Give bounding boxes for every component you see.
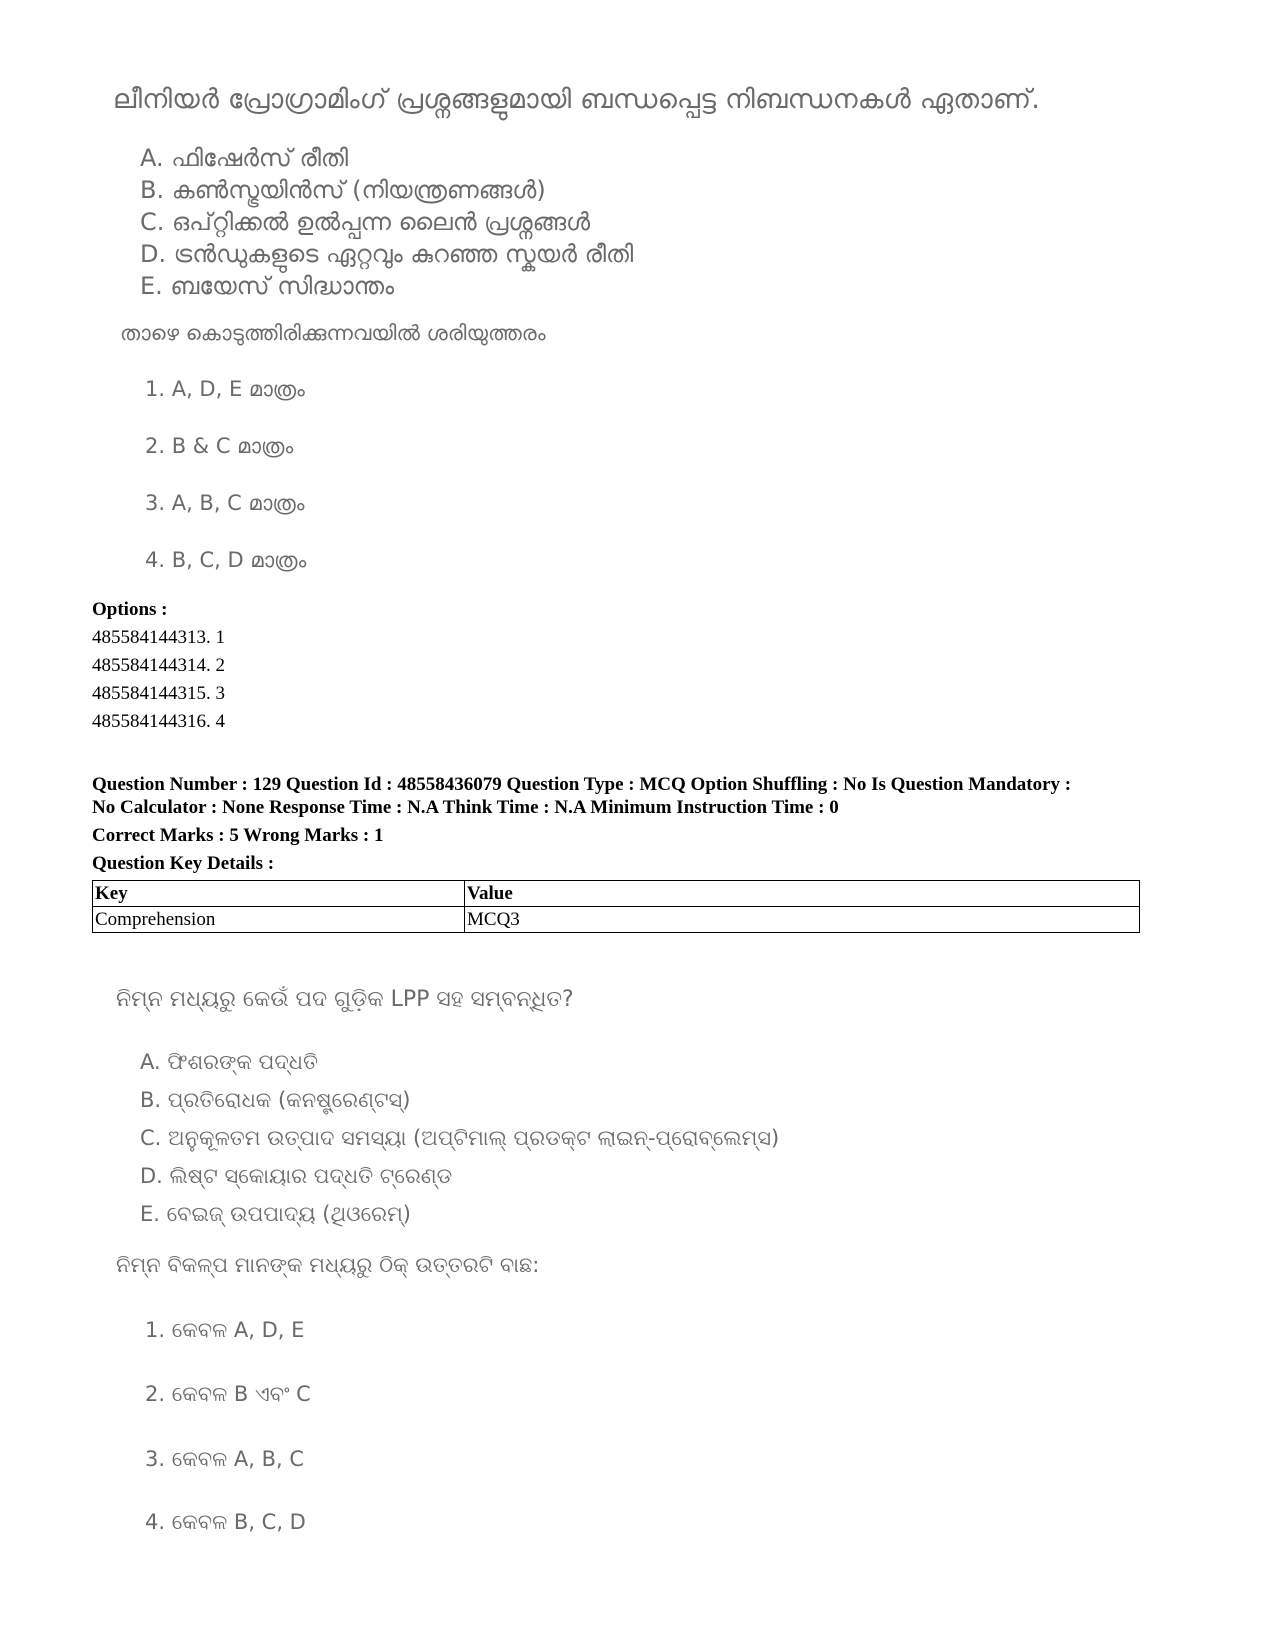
table-row <box>93 907 1140 933</box>
statement-a: A. ഫിഷേർസ് രീതി <box>140 144 349 172</box>
question-2-stem-text: ନିମ୍ନ ମଧ୍ୟରୁ କେଉଁ ପଦ ଗୁଡ଼ିକ LPP ସହ ସମ୍ବନ୍ଧିତ? <box>116 987 574 1012</box>
statement-a: A. ଫିଶରଙ୍କ ପଦ୍ଧତି <box>140 1050 318 1074</box>
choice-text: 4. B, C, D മാത്രം <box>145 548 307 572</box>
question-1-choice-3 <box>145 491 304 516</box>
question-2-stem <box>116 987 574 1012</box>
key-details-table <box>92 880 1140 933</box>
statement-e: E. ബയേസ് സിദ്ധാന്തം <box>140 272 395 300</box>
choice-text: 1. କେବଳ A, D, E <box>145 1318 305 1342</box>
question-2-prompt <box>116 1253 539 1278</box>
marks-line: Correct Marks : 5 Wrong Marks : 1 <box>92 825 384 846</box>
question-2-choice-3 <box>145 1447 304 1472</box>
question-1-stem <box>113 84 1040 116</box>
question-1-stem-text: ലീനിയർ പ്രോഗ്രാമിംഗ് പ്രശ്നങ്ങളുമായി ബന്ധപ്പെട്ട നിബന്ധനകൾ ഏതാണ്. <box>113 84 1041 115</box>
choice-text: 2. କେବଳ B ଏବଂ C <box>145 1382 311 1406</box>
statement-e: E. ବେଇଜ୍ ଉପପାଦ୍ୟ (ଥିଓରେମ୍) <box>140 1202 411 1226</box>
choice-text: 4. କେବଳ B, C, D <box>145 1510 306 1534</box>
question-2-choice-2 <box>145 1382 311 1407</box>
option-item: 485584144314. 2 <box>92 655 225 676</box>
table-header-value: Value <box>465 881 1140 907</box>
options-heading: Options : <box>92 599 168 620</box>
statement-b: B. ପ୍ରତିରୋଧକ (କନଷ୍ଟ୍ରେଣ୍ଟସ୍) <box>140 1088 411 1112</box>
question-1-prompt <box>120 321 546 346</box>
option-item: 485584144316. 4 <box>92 711 225 732</box>
choice-text: 3. କେବଳ A, B, C <box>145 1447 305 1471</box>
question-2-choice-1 <box>145 1318 304 1343</box>
statement-d: D. ട്രൻഡുകളുടെ ഏറ്റവും കുറഞ്ഞ സ്കയർ രീതി <box>140 240 634 268</box>
question-meta-line-1: Question Number : 129 Question Id : 48558436079 Question Type : MCQ Option Shuffling : No Is Question Mandatory : <box>92 774 1072 795</box>
question-2-statements <box>140 1043 779 1233</box>
question-1-statements <box>140 142 633 302</box>
question-1-prompt-text: താഴെ കൊടുത്തിരിക്കുന്നവയിൽ ശരിയുത്തരം <box>120 321 546 345</box>
table-header-row <box>93 881 1140 907</box>
table-header-key: Key <box>93 881 465 907</box>
statement-c: C. ଅନୁକୂଳତମ ଉତ୍ପାଦ ସମସ୍ୟା (ଅପ୍ଟିମାଲ୍ ପ୍ରଡକ୍ଟ ଲାଇନ୍-ପ୍ରୋବ୍ଲେମ୍ସ) <box>140 1126 780 1150</box>
statement-b: B. കൺസ്ട്രയിൻസ് (നിയന്ത്രണങ്ങൾ) <box>140 176 546 204</box>
option-item: 485584144315. 3 <box>92 683 225 704</box>
question-1-choice-1 <box>145 377 305 402</box>
question-meta-line-2: No Calculator : None Response Time : N.A Think Time : N.A Minimum Instruction Time : 0 <box>92 797 839 818</box>
option-item: 485584144313. 1 <box>92 627 225 648</box>
choice-text: 1. A, D, E മാത്രം <box>145 377 305 401</box>
table-cell-key: Comprehension <box>93 907 465 933</box>
question-1-choice-2 <box>145 434 293 459</box>
question-1-choice-4 <box>145 548 306 573</box>
statement-c: C. ഒപ്റ്റിക്കൽ ഉൽപ്പന്ന ലൈൻ പ്രശ്നങ്ങൾ <box>140 208 591 236</box>
choice-text: 3. A, B, C മാത്രം <box>145 491 305 515</box>
statement-d: D. ଲିଷ୍ଟ ସ୍କୋୟାର ପଦ୍ଧତି ଟ୍ରେଣ୍ଡ <box>140 1164 453 1188</box>
table-cell-value: MCQ3 <box>465 907 1140 933</box>
question-2-choice-4 <box>145 1510 306 1535</box>
key-details-heading: Question Key Details : <box>92 853 275 874</box>
choice-text: 2. B & C മാത്രം <box>145 434 294 458</box>
question-2-prompt-text: ନିମ୍ନ ବିକଳ୍ପ ମାନଙ୍କ ମଧ୍ୟରୁ ଠିକ୍ ଉତ୍ତରଟି ବାଛ: <box>116 1253 540 1277</box>
